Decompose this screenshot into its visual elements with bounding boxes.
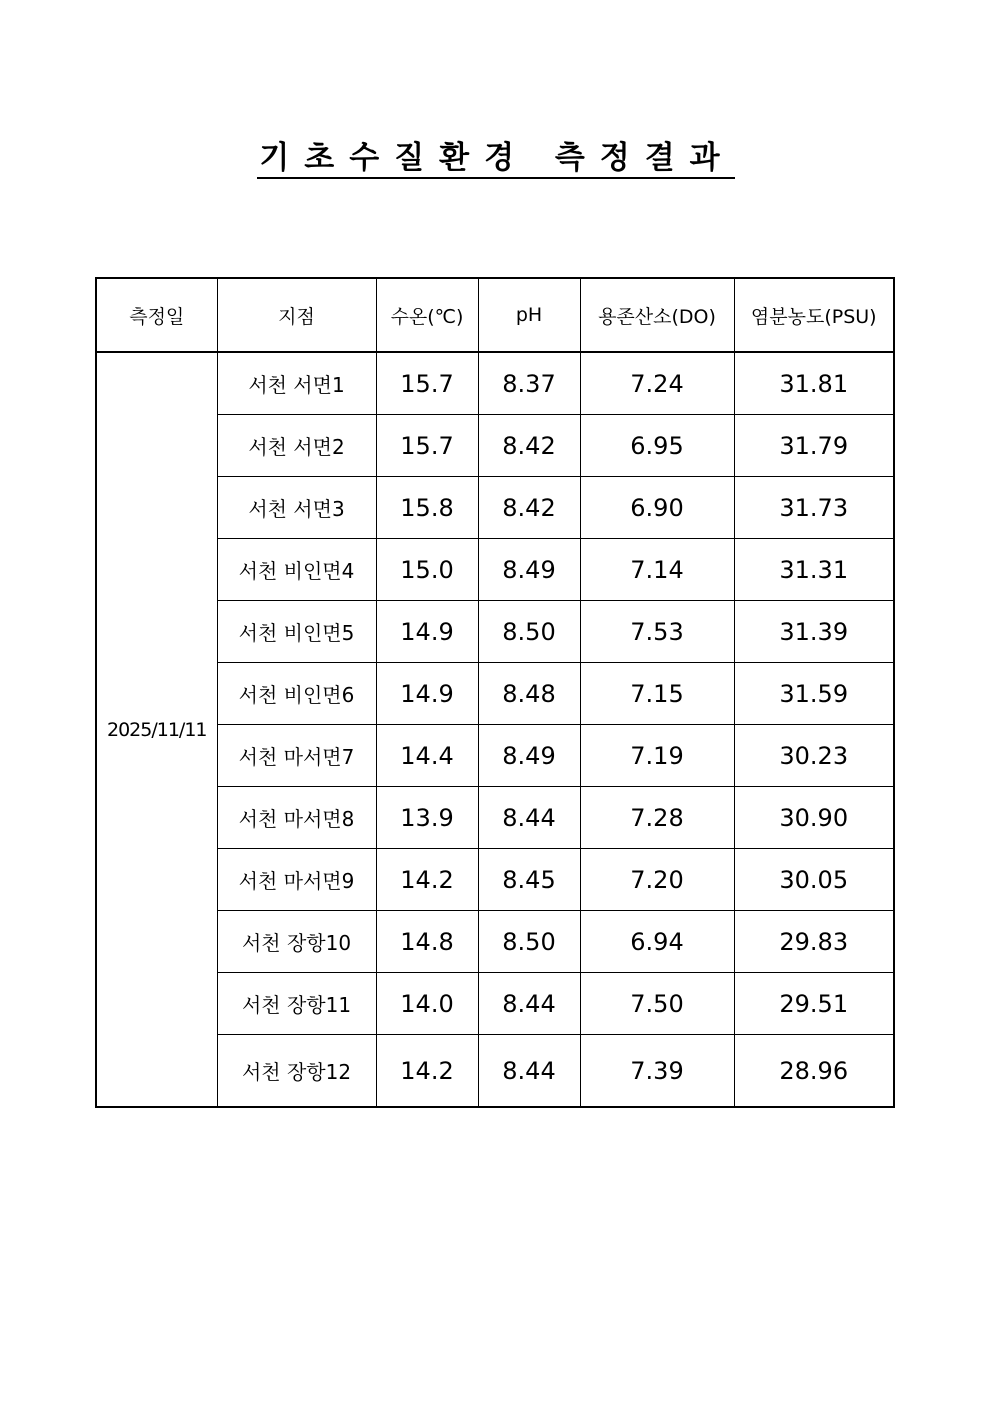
cell-temperature: 15.7 <box>376 352 478 415</box>
results-table <box>95 277 895 1108</box>
header-salinity: 염분농도(PSU) <box>734 278 894 352</box>
cell-ph: 8.48 <box>478 663 580 725</box>
cell-temperature: 14.8 <box>376 911 478 973</box>
cell-dissolved-oxygen: 6.95 <box>580 415 734 477</box>
cell-salinity: 29.83 <box>734 911 894 973</box>
cell-salinity: 30.23 <box>734 725 894 787</box>
cell-dissolved-oxygen: 7.15 <box>580 663 734 725</box>
cell-salinity: 31.39 <box>734 601 894 663</box>
cell-temperature: 15.0 <box>376 539 478 601</box>
cell-salinity: 31.79 <box>734 415 894 477</box>
cell-site: 서천 서면2 <box>217 415 376 477</box>
cell-date: 2025/11/11 <box>96 352 217 1107</box>
cell-temperature: 14.9 <box>376 601 478 663</box>
table-row <box>96 352 894 415</box>
cell-dissolved-oxygen: 6.90 <box>580 477 734 539</box>
cell-salinity: 30.05 <box>734 849 894 911</box>
cell-ph: 8.44 <box>478 787 580 849</box>
header-date: 측정일 <box>96 278 217 352</box>
cell-salinity: 31.73 <box>734 477 894 539</box>
page-title-text: 기초수질환경 측정결과 <box>257 139 734 179</box>
cell-ph: 8.42 <box>478 415 580 477</box>
cell-temperature: 14.0 <box>376 973 478 1035</box>
cell-dissolved-oxygen: 7.19 <box>580 725 734 787</box>
cell-site: 서천 서면1 <box>217 352 376 415</box>
cell-site: 서천 장항10 <box>217 911 376 973</box>
cell-ph: 8.49 <box>478 725 580 787</box>
cell-dissolved-oxygen: 7.20 <box>580 849 734 911</box>
cell-temperature: 14.2 <box>376 849 478 911</box>
cell-ph: 8.44 <box>478 1035 580 1108</box>
cell-temperature: 14.2 <box>376 1035 478 1108</box>
cell-dissolved-oxygen: 7.24 <box>580 352 734 415</box>
cell-temperature: 15.7 <box>376 415 478 477</box>
cell-ph: 8.50 <box>478 601 580 663</box>
cell-ph: 8.49 <box>478 539 580 601</box>
cell-dissolved-oxygen: 7.50 <box>580 973 734 1035</box>
page-title <box>0 136 992 180</box>
cell-temperature: 13.9 <box>376 787 478 849</box>
cell-dissolved-oxygen: 7.14 <box>580 539 734 601</box>
header-site: 지점 <box>217 278 376 352</box>
cell-dissolved-oxygen: 7.28 <box>580 787 734 849</box>
cell-salinity: 31.81 <box>734 352 894 415</box>
cell-site: 서천 장항12 <box>217 1035 376 1108</box>
table-body <box>96 352 894 1107</box>
cell-site: 서천 마서면9 <box>217 849 376 911</box>
cell-site: 서천 마서면7 <box>217 725 376 787</box>
cell-ph: 8.37 <box>478 352 580 415</box>
cell-temperature: 15.8 <box>376 477 478 539</box>
cell-dissolved-oxygen: 6.94 <box>580 911 734 973</box>
cell-site: 서천 비인면4 <box>217 539 376 601</box>
cell-dissolved-oxygen: 7.39 <box>580 1035 734 1108</box>
header-dissolved-oxygen: 용존산소(DO) <box>580 278 734 352</box>
cell-salinity: 28.96 <box>734 1035 894 1108</box>
cell-salinity: 31.59 <box>734 663 894 725</box>
cell-temperature: 14.4 <box>376 725 478 787</box>
cell-temperature: 14.9 <box>376 663 478 725</box>
cell-site: 서천 마서면8 <box>217 787 376 849</box>
header-ph: pH <box>478 278 580 352</box>
cell-site: 서천 비인면5 <box>217 601 376 663</box>
cell-ph: 8.45 <box>478 849 580 911</box>
header-row <box>96 278 894 352</box>
cell-site: 서천 장항11 <box>217 973 376 1035</box>
cell-dissolved-oxygen: 7.53 <box>580 601 734 663</box>
cell-ph: 8.50 <box>478 911 580 973</box>
cell-salinity: 29.51 <box>734 973 894 1035</box>
cell-site: 서천 서면3 <box>217 477 376 539</box>
cell-salinity: 30.90 <box>734 787 894 849</box>
cell-ph: 8.44 <box>478 973 580 1035</box>
cell-ph: 8.42 <box>478 477 580 539</box>
cell-site: 서천 비인면6 <box>217 663 376 725</box>
cell-salinity: 31.31 <box>734 539 894 601</box>
header-temperature: 수온(℃) <box>376 278 478 352</box>
